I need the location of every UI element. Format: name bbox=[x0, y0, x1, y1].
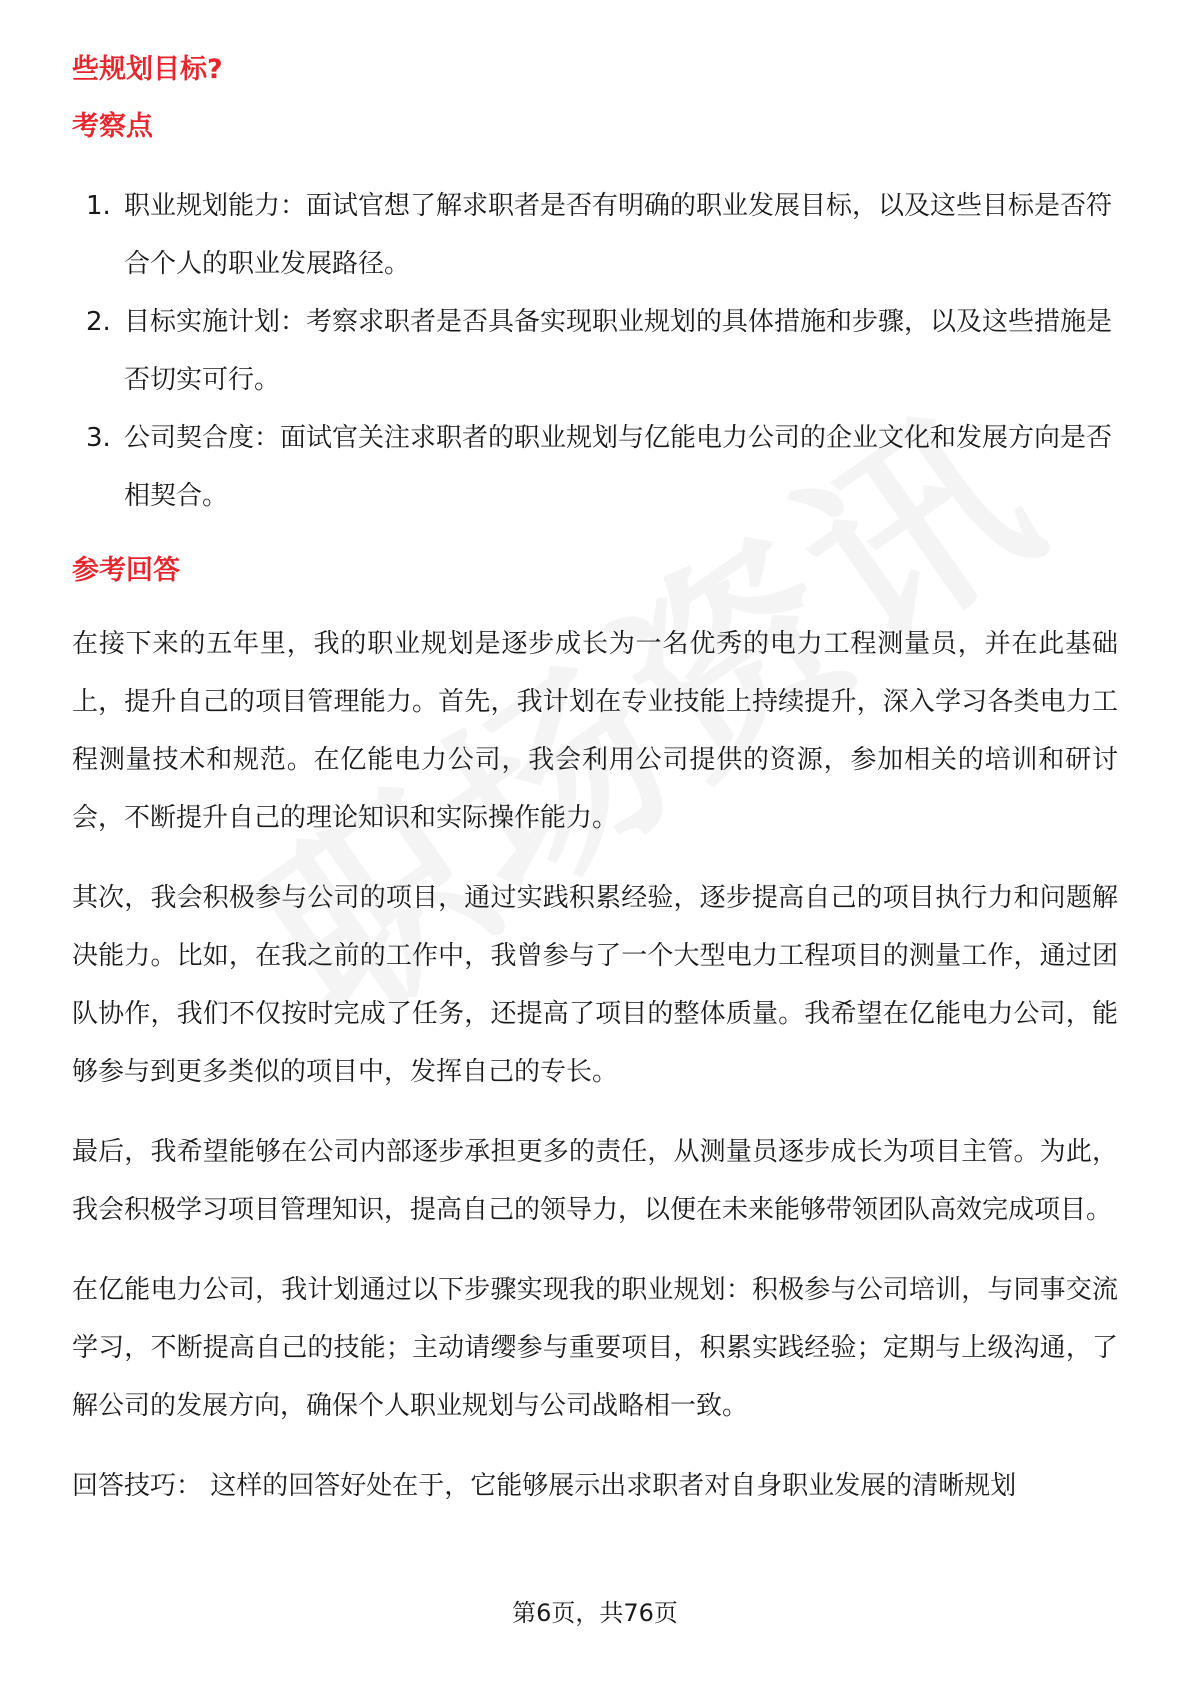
assessment-points-list bbox=[72, 177, 1118, 525]
page-content bbox=[72, 40, 1118, 1537]
list-item-number: 2. bbox=[86, 307, 111, 337]
answer-paragraph: 最后，我希望能够在公司内部逐步承担更多的责任，从测量员逐步成长为项目主管。为此，我会积极学习项目管理知识，提高自己的领导力，以便在未来能够带领团队高效完成项目。 bbox=[72, 1137, 1118, 1225]
answer-paragraph: 在亿能电力公司，我计划通过以下步骤实现我的职业规划：积极参与公司培训，与同事交流学习，不断提高自己的技能；主动请缨参与重要项目，积累实践经验；定期与上级沟通，了解公司的发展方向，确保个人职业规划与公司战略相一致。 bbox=[72, 1275, 1118, 1421]
list-item bbox=[72, 409, 1118, 525]
list-item bbox=[72, 293, 1118, 409]
list-item bbox=[72, 177, 1118, 293]
page-number-footer: 第6页，共76页 bbox=[512, 1599, 678, 1627]
list-item-text: 职业规划能力：面试官想了解求职者是否有明确的职业发展目标，以及这些目标是否符合个人的职业发展路径。 bbox=[124, 191, 1113, 279]
continued-heading: 些规划目标? bbox=[72, 54, 223, 85]
list-item-text: 公司契合度：面试官关注求职者的职业规划与亿能电力公司的企业文化和发展方向是否相契合。 bbox=[124, 423, 1113, 511]
answer-tips-paragraph: 回答技巧： 这样的回答好处在于，它能够展示出求职者对自身职业发展的清晰规划 bbox=[72, 1471, 1017, 1501]
list-item-number: 3. bbox=[86, 423, 111, 453]
section-heading-cankao: 参考回答 bbox=[72, 555, 180, 586]
list-item-number: 1. bbox=[86, 191, 111, 221]
answer-paragraph: 在接下来的五年里，我的职业规划是逐步成长为一名优秀的电力工程测量员，并在此基础上，提升自己的项目管理能力。首先，我计划在专业技能上持续提升，深入学习各类电力工程测量技术和规范。在亿能电力公司，我会利用公司提供的资源，参加相关的培训和研讨会，不断提升自己的理论知识和实际操作能力。 bbox=[72, 629, 1118, 833]
section-heading-kaocha: 考察点 bbox=[72, 111, 153, 142]
list-item-text: 目标实施计划：考察求职者是否具备实现职业规划的具体措施和步骤，以及这些措施是否切实可行。 bbox=[124, 307, 1113, 395]
answer-paragraph: 其次，我会积极参与公司的项目，通过实践积累经验，逐步提高自己的项目执行力和问题解决能力。比如，在我之前的工作中，我曾参与了一个大型电力工程项目的测量工作，通过团队协作，我们不仅按时完成了任务，还提高了项目的整体质量。我希望在亿能电力公司，能够参与到更多类似的项目中，发挥自己的专长。 bbox=[72, 883, 1118, 1087]
